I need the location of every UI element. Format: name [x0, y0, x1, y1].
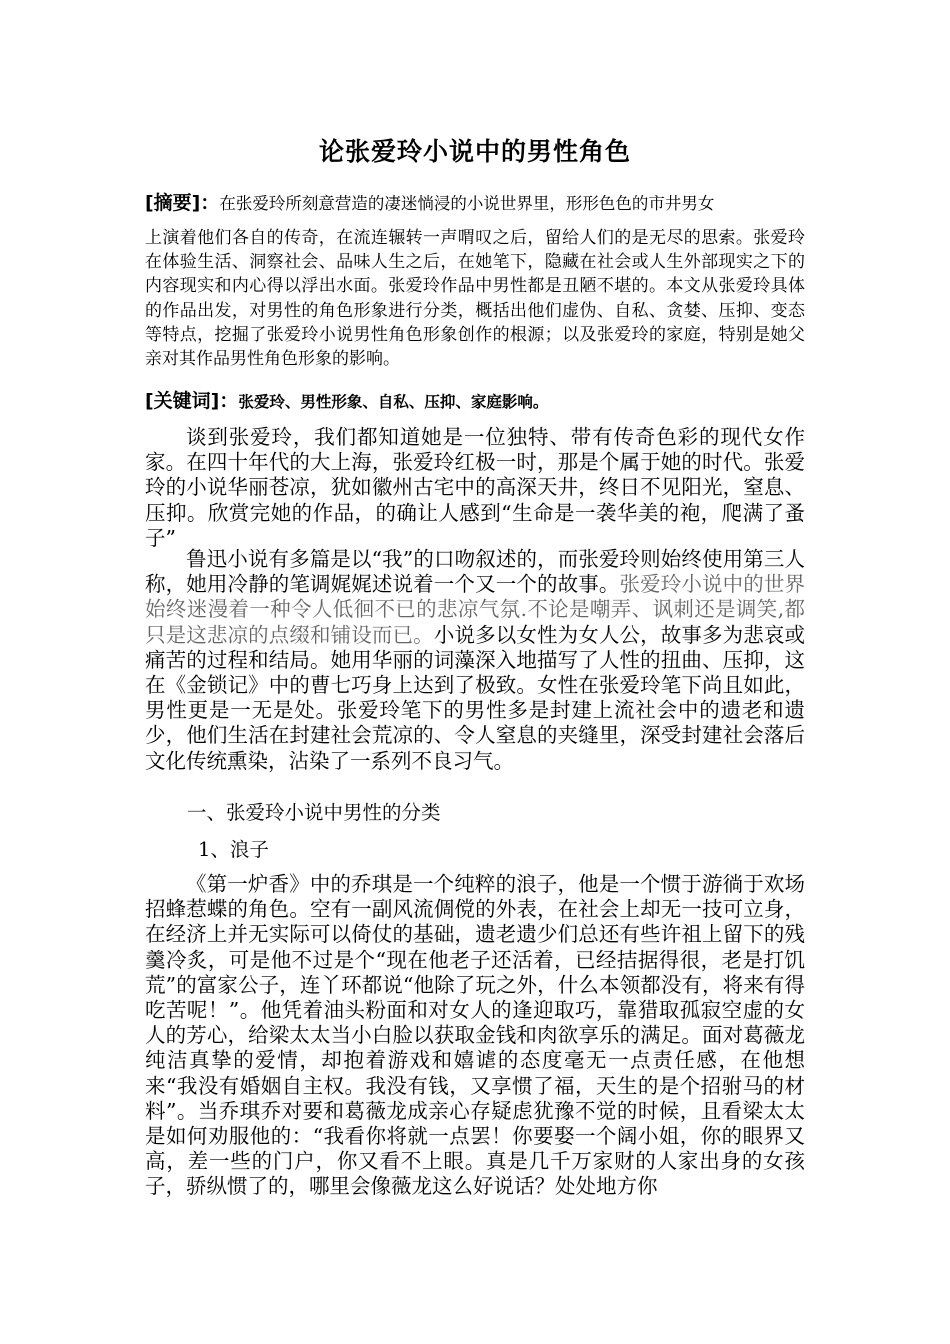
keywords-line: [145, 386, 825, 413]
paragraph-1: 谈到张爱玲，我们都知道她是一位独特、带有传奇色彩的现代女作家。在四十年代的大上海，张爱玲红极一时，那是个属于她的时代。张爱玲的小说华丽苍凉，犹如徽州古宅中的高深天井，终日不见阳光，窒息、压抑。欣赏完她的作品，的确让人感到“生命是一袭华美的袍，爬满了蚤子”: [145, 425, 805, 550]
paragraph-2-part-1: 鲁迅小说有多篇是以“我”的口吻叙述的，而张爱玲则始终使用第三人称，她用冷静的笔调娓娓述说着一个又一个的故事。: [145, 547, 805, 597]
keywords-text: 张爱玲、男性形象、自私、压抑、家庭影响。: [238, 393, 549, 411]
abstract-body: 上演着他们各自的传奇，在流连辗转一声喟叹之后，留给人们的是无尽的思索。张爱玲在体验生活、洞察社会、品味人生之后，在她笔下，隐藏在社会或人生外部现实之下的内容现实和内心得以浮出水面。张爱玲作品中男性都是丑陋不堪的。本文从张爱玲具体的作品出发，对男性的角色形象进行分类，概括出他们虚伪、自私、贪婪、压抑、变态等特点，挖掘了张爱玲小说男性角色形象创作的根源；以及张爱玲的家庭，特别是她父亲对其作品男性角色形象的影响。: [145, 228, 805, 370]
abstract-label: [摘要]：: [145, 192, 220, 214]
section-heading-1: 一、张爱玲小说中男性的分类: [187, 801, 441, 824]
subsection-heading-1: 1、浪子: [198, 838, 269, 861]
paragraph-2-part-3: 小说多以女性为女人公，故事多为悲哀或痛苦的过程和结局。她用华丽的词藻深入地描写了人性的扭曲、压抑，这在《金锁记》中的曹七巧身上达到了极致。女性在张爱玲笔下尚且如此，男性更是一无是处。张爱玲笔下的男性多是封建上流社会中的遗老和遗少，他们生活在封建社会荒凉的、令人窒息的夹缝里，深受封建社会落后文化传统熏染，沾染了一系列不良习气。: [145, 622, 806, 773]
abstract-first-text: 在张爱玲所刻意营造的凄迷惝浸的小说世界里，形形色色的市井男女: [219, 194, 715, 213]
paragraph-2-grey-quote: 张爱玲小说中的世界始终迷漫着一种令人低徊不已的悲凉气氛.不论是嘲弄、讽刺还是调笑,都只是这悲凉的点缀和铺设而已。: [145, 572, 806, 647]
paragraph-3: 《第一炉香》中的乔琪是一个纯粹的浪子，他是一个惯于游徜于欢场招蜂惹蝶的角色。空有一副风流倜傥的外表，在社会上却无一技可立身，在经济上并无实际可以倚仗的基础，遗老遗少们总还有些许祖上留下的残羹冷炙，可是他不过是个“现在他老子还活着，已经拮据得很，老是打饥荒”的富家公子，连丫环都说“他除了玩之外，什么本领都没有，将来有得吃苦呢！”。他凭着油头粉面和对女人的逢迎取巧，靠猎取孤寂空虚的女人的芳心，给梁太太当小白脸以获取金钱和肉欲享乐的满足。面对葛薇龙纯洁真挚的爱情，却抱着游戏和嬉谑的态度毫无一点责任感，在他想来“我没有婚姻自主权。我没有钱，又享惯了福，天生的是个招驸马的材料”。当乔琪乔对要和葛薇龙成亲心存疑虑犹豫不觉的时候，且看梁太太是如何劝服他的：“我看你将就一点罢！你要娶一个阔小姐，你的眼界又高，差一些的门户，你又看不上眼。真是几千万家财的人家出身的女孩子，骄纵惯了的，哪里会像薇龙这么好说话？处处地方你: [145, 872, 805, 1199]
abstract-first-line: [145, 188, 825, 215]
paragraph-2: [145, 547, 805, 774]
document-title: 论张爱玲小说中的男性角色: [318, 137, 631, 166]
keywords-label: [关键词]：: [145, 390, 239, 412]
